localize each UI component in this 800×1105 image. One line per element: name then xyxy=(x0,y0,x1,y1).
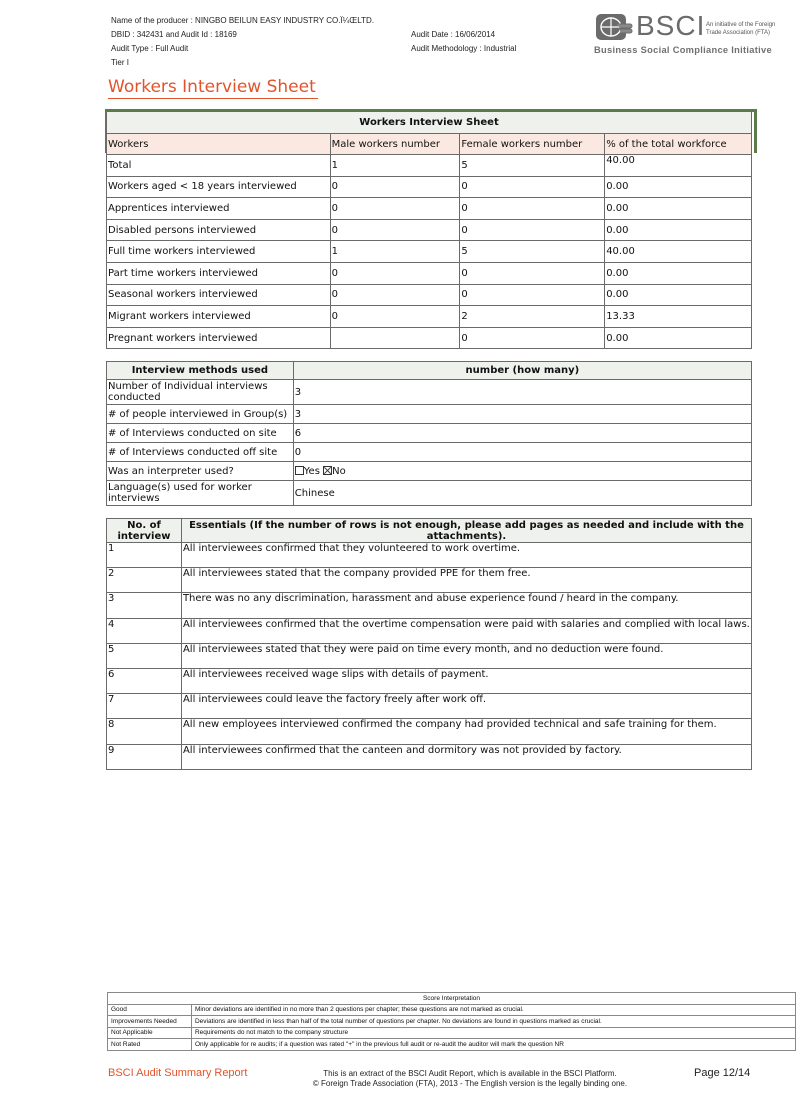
row-label: Migrant workers interviewed xyxy=(107,306,331,328)
column-header: Essentials (If the number of rows is not enough, please add pages as needed and include with the attachments). xyxy=(181,519,751,543)
female-count: 0 xyxy=(460,262,605,284)
female-count: 0 xyxy=(460,327,605,349)
workforce-percent: 0.00 xyxy=(605,176,752,198)
score-label: Improvements Needed xyxy=(108,1016,192,1028)
table-row xyxy=(108,1039,796,1051)
row-label: Apprentices interviewed xyxy=(107,198,331,220)
interview-number: 5 xyxy=(107,643,182,668)
row-value: 3 xyxy=(293,405,751,424)
interview-number: 7 xyxy=(107,694,182,719)
table-row xyxy=(107,155,752,177)
table-row xyxy=(107,284,752,306)
interview-number: 6 xyxy=(107,668,182,693)
female-count: 0 xyxy=(460,176,605,198)
table-header-row xyxy=(107,519,752,543)
interview-number: 1 xyxy=(107,543,182,568)
essential-text: All interviewees confirmed that they volunteered to work overtime. xyxy=(181,543,751,568)
essential-text: All interviewees could leave the factory freely after work off. xyxy=(181,694,751,719)
male-count: 0 xyxy=(330,306,460,328)
table-row xyxy=(107,306,752,328)
essential-text: All interviewees stated that the company provided PPE for them free. xyxy=(181,568,751,593)
essential-text: All new employees interviewed confirmed the company had provided technical and safe training for them. xyxy=(181,719,751,744)
logo-fta-text: An initiative of the Foreign Trade Association (FTA) xyxy=(706,22,776,36)
interview-number: 4 xyxy=(107,618,182,643)
row-label: Full time workers interviewed xyxy=(107,241,331,263)
column-header: Female workers number xyxy=(460,134,605,155)
female-count: 0 xyxy=(460,219,605,241)
table-row xyxy=(107,219,752,241)
table-row xyxy=(107,241,752,263)
male-count xyxy=(330,327,460,349)
score-interpretation-table xyxy=(107,992,796,1051)
male-count: 0 xyxy=(330,198,460,220)
score-description: Minor deviations are identified in no more than 2 questions per chapter; these questions are not marked as crucial. xyxy=(191,1004,795,1016)
row-label: Part time workers interviewed xyxy=(107,262,331,284)
audit-type: Audit Type : Full Audit xyxy=(111,44,189,53)
audit-methodology: Audit Methodology : Industrial xyxy=(411,44,517,53)
globe-hand-emblem-icon xyxy=(594,12,634,42)
male-count: 1 xyxy=(330,155,460,177)
score-label: Good xyxy=(108,1004,192,1016)
row-label: Was an interpreter used? xyxy=(107,462,294,481)
interpreter-choice xyxy=(293,462,751,481)
interview-number: 9 xyxy=(107,744,182,769)
male-count: 0 xyxy=(330,284,460,306)
table-row xyxy=(108,1004,796,1016)
row-label: Seasonal workers interviewed xyxy=(107,284,331,306)
table-row xyxy=(107,643,752,668)
workforce-percent: 0.00 xyxy=(605,327,752,349)
row-label: Language(s) used for worker interviews xyxy=(107,481,294,506)
page-title: Workers Interview Sheet xyxy=(108,77,316,97)
tier: Tier I xyxy=(111,58,129,67)
table-row xyxy=(107,405,752,424)
table-row xyxy=(107,380,752,405)
table-row xyxy=(107,568,752,593)
table-header-row xyxy=(107,362,752,380)
table-header-row xyxy=(107,134,752,155)
table-row xyxy=(107,744,752,769)
table-row xyxy=(107,719,752,744)
interview-number: 3 xyxy=(107,593,182,618)
table-row xyxy=(107,424,752,443)
column-header: number (how many) xyxy=(293,362,751,380)
table-row xyxy=(107,262,752,284)
essential-text: All interviewees confirmed that the canteen and dormitory was not provided by factory. xyxy=(181,744,751,769)
female-count: 0 xyxy=(460,284,605,306)
table-row xyxy=(108,1016,796,1028)
table-row xyxy=(107,443,752,462)
logo-wordmark: BSCI xyxy=(636,10,706,41)
bsci-logo xyxy=(594,12,790,58)
column-header: Workers xyxy=(107,134,331,155)
table-row xyxy=(107,176,752,198)
row-value: 3 xyxy=(293,380,751,405)
table-row xyxy=(107,198,752,220)
score-title: Score Interpretation xyxy=(108,993,796,1005)
score-description: Only applicable for re audits; if a question was rated "+" in the previous full audit or re-audit the auditor will mark the question NR xyxy=(191,1039,795,1051)
workforce-percent: 0.00 xyxy=(605,198,752,220)
female-count: 5 xyxy=(460,155,605,177)
workforce-percent: 0.00 xyxy=(605,284,752,306)
score-label: Not Applicable xyxy=(108,1027,192,1039)
yes-checkbox[interactable] xyxy=(295,466,304,475)
table-row xyxy=(107,543,752,568)
audit-date: Audit Date : 16/06/2014 xyxy=(411,30,496,39)
no-checkbox[interactable] xyxy=(323,466,332,475)
essential-text: All interviewees stated that they were paid on time every month, and no deduction were found. xyxy=(181,643,751,668)
row-label: Total xyxy=(107,155,331,177)
essentials-table xyxy=(106,518,752,770)
workforce-percent: 40.00 xyxy=(605,155,752,177)
table-row xyxy=(107,618,752,643)
footer-report-name: BSCI Audit Summary Report xyxy=(108,1067,248,1079)
interview-number: 8 xyxy=(107,719,182,744)
page-number: Page 12/14 xyxy=(694,1067,751,1079)
row-value: 0 xyxy=(293,443,751,462)
female-count: 2 xyxy=(460,306,605,328)
row-label: # of Interviews conducted off site xyxy=(107,443,294,462)
female-count: 5 xyxy=(460,241,605,263)
male-count: 1 xyxy=(330,241,460,263)
row-value: Chinese xyxy=(293,481,751,506)
interview-number: 2 xyxy=(107,568,182,593)
row-label: Pregnant workers interviewed xyxy=(107,327,331,349)
workers-interview-table xyxy=(106,111,752,349)
male-count: 0 xyxy=(330,176,460,198)
row-label: Disabled persons interviewed xyxy=(107,219,331,241)
workforce-percent: 0.00 xyxy=(605,219,752,241)
no-label: No xyxy=(332,465,346,477)
essential-text: All interviewees received wage slips with details of payment. xyxy=(181,668,751,693)
score-label: Not Rated xyxy=(108,1039,192,1051)
column-header: No. of interview xyxy=(107,519,182,543)
female-count: 0 xyxy=(460,198,605,220)
interview-methods-table xyxy=(106,361,752,506)
yes-label: Yes xyxy=(303,465,320,477)
table-row xyxy=(107,462,752,481)
report-header xyxy=(111,14,374,70)
row-label: # of people interviewed in Group(s) xyxy=(107,405,294,424)
table-row xyxy=(107,327,752,349)
table-row xyxy=(108,1027,796,1039)
table-row xyxy=(107,668,752,693)
report-header-audit xyxy=(411,28,516,56)
logo-tagline: Business Social Compliance Initiative xyxy=(594,45,772,55)
table-row xyxy=(107,593,752,618)
footer-disclaimer: This is an extract of the BSCI Audit Report, which is available in the BSCI Platform. © Foreign Trade Association (FTA), 2013 - The English version is the legally binding one. xyxy=(312,1069,628,1088)
workforce-percent: 0.00 xyxy=(605,262,752,284)
table-row xyxy=(107,481,752,506)
row-value: 6 xyxy=(293,424,751,443)
column-header: Male workers number xyxy=(330,134,460,155)
row-label: # of Interviews conducted on site xyxy=(107,424,294,443)
row-label: Workers aged < 18 years interviewed xyxy=(107,176,331,198)
workforce-percent: 40.00 xyxy=(605,241,752,263)
essential-text: There was no any discrimination, harassment and abuse experience found / heard in the company. xyxy=(181,593,751,618)
producer-name: Name of the producer : NINGBO BEILUN EASY INDUSTRY CO.Ï¼ŒLTD. xyxy=(111,16,375,25)
table-caption: Workers Interview Sheet xyxy=(107,112,752,134)
score-description: Deviations are identified in less than half of the total number of questions per chapter. No deviations are found in questions marked as crucial. xyxy=(191,1016,795,1028)
row-label: Number of Individual interviews conducted xyxy=(107,380,294,405)
column-header: Interview methods used xyxy=(107,362,294,380)
column-header: % of the total workforce xyxy=(605,134,752,155)
male-count: 0 xyxy=(330,262,460,284)
essential-text: All interviewees confirmed that the overtime compensation were paid with salaries and complied with local laws. xyxy=(181,618,751,643)
table-row xyxy=(107,694,752,719)
dbid-audit-id: DBID : 342431 and Audit Id : 18169 xyxy=(111,30,237,39)
workforce-percent: 13.33 xyxy=(605,306,752,328)
score-description: Requirements do not match to the company structure xyxy=(191,1027,795,1039)
male-count: 0 xyxy=(330,219,460,241)
